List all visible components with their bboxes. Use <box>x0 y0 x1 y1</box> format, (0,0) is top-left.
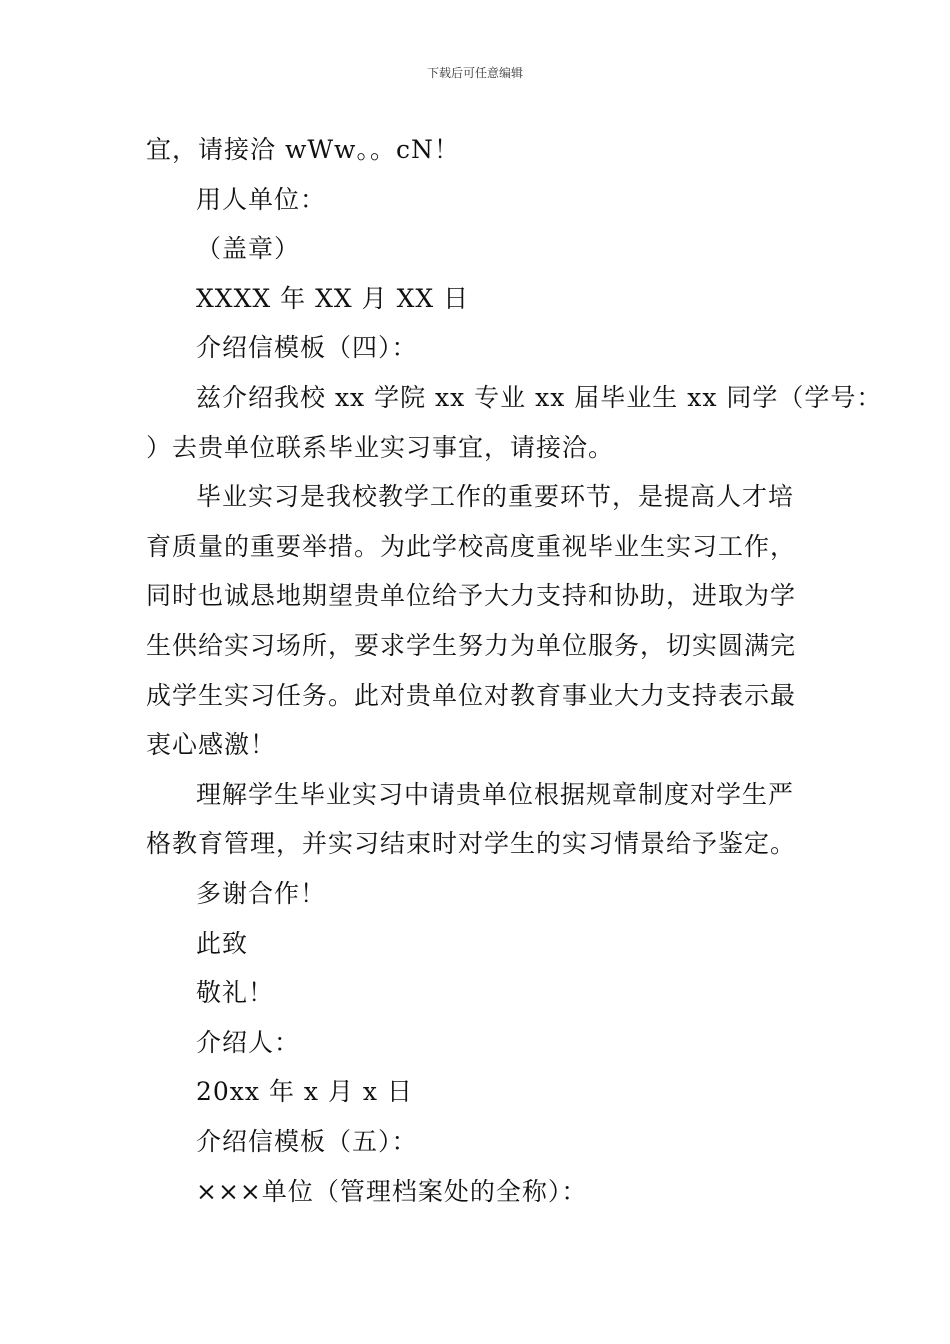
text-line: 此致 <box>196 929 249 958</box>
text-line: 同时也诚恳地期望贵单位给予大力支持和协助，进取为学 <box>146 581 797 610</box>
text-line: 育质量的重要举措。为此学校高度重视毕业生实习工作， <box>146 532 797 561</box>
section-title: 介绍信模板（五）： <box>196 1127 418 1156</box>
text-line: 敬礼！ <box>196 978 275 1007</box>
text-line: ×××单位（管理档案处的全称）： <box>196 1177 588 1206</box>
page-header: 下载后可任意编辑 <box>426 66 523 80</box>
text-line: XXXX 年 XX 月 XX 日 <box>196 284 470 313</box>
text-line: 兹介绍我校 xx 学院 xx 专业 xx 届毕业生 xx 同学（学号： <box>196 383 883 412</box>
text-line: 格教育管理，并实习结束时对学生的实习情景给予鉴定。 <box>146 829 797 858</box>
text-line: （盖章） <box>196 234 301 263</box>
section-title: 介绍信模板（四）： <box>196 333 418 362</box>
text-line: 理解学生毕业实习中请贵单位根据规章制度对学生严 <box>196 780 795 809</box>
text-line: 生供给实习场所，要求学生努力为单位服务，切实圆满完 <box>146 631 797 660</box>
text-line: 介绍人： <box>196 1028 301 1057</box>
text-line: 20xx 年 x 月 x 日 <box>196 1077 413 1106</box>
text-line: 成学生实习任务。此对贵单位对教育事业大力支持表示最 <box>146 681 797 710</box>
text-line: 多谢合作！ <box>196 879 327 908</box>
text-line: 用人单位： <box>196 185 327 214</box>
text-line: ）去贵单位联系毕业实习事宜，请接洽。 <box>146 433 615 462</box>
text-line: 宜，请接洽 wWw。。cN！ <box>146 135 460 164</box>
text-line: 衷心感激！ <box>146 730 277 759</box>
text-line: 毕业实习是我校教学工作的重要环节，是提高人才培 <box>196 482 795 511</box>
